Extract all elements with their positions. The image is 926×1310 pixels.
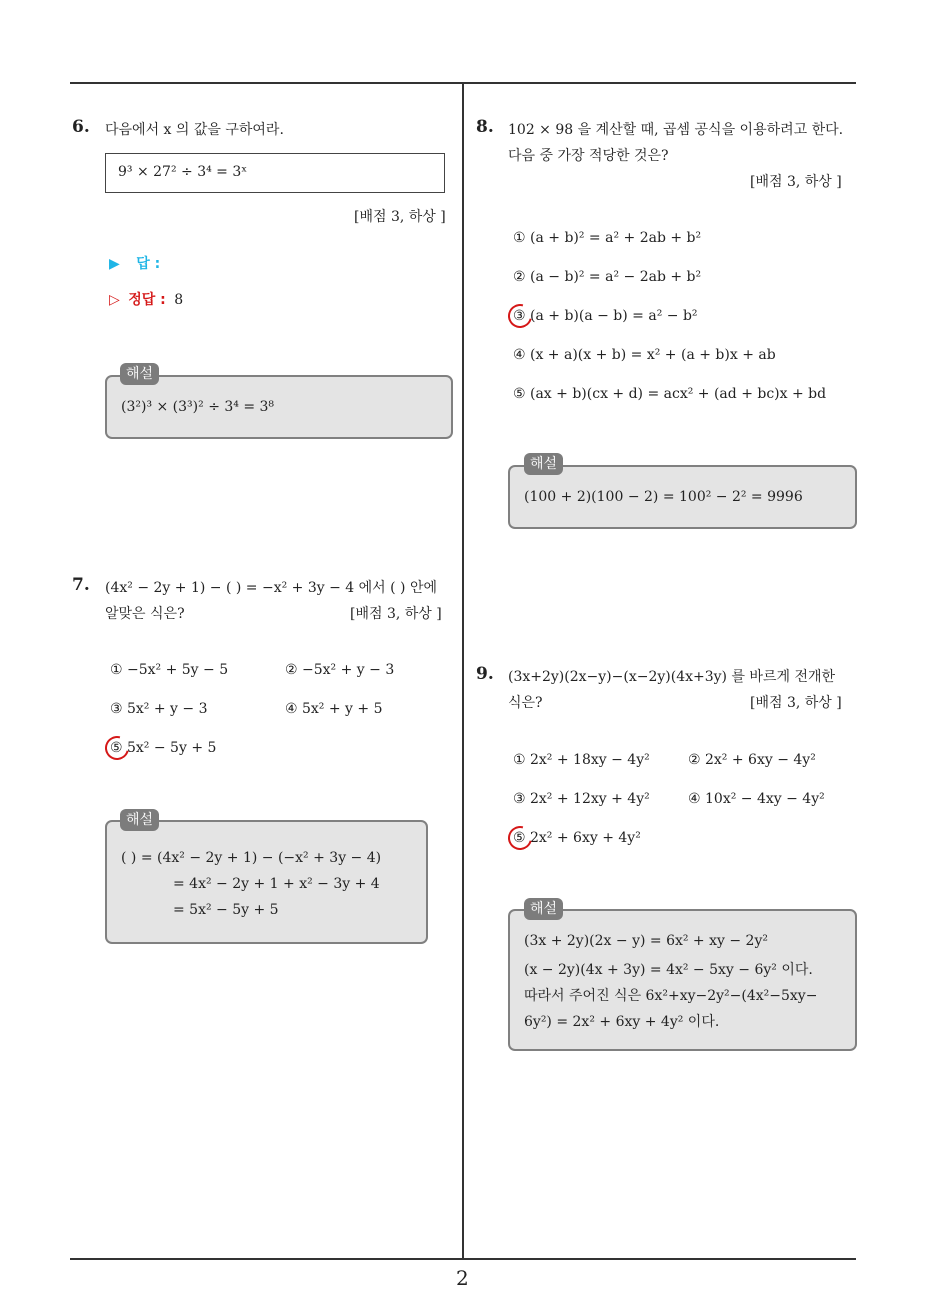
choice-4[interactable]: ④ (x + a)(x + b) = x² + (a + b)x + ab [513, 347, 776, 363]
score-meta: [배점 3, 하상 ] [750, 695, 842, 711]
choice-1[interactable]: ① 2x² + 18xy − 4y² [513, 752, 650, 768]
choice-3[interactable]: ③ 2x² + 12xy + 4y² [513, 791, 650, 807]
explanation-tag: 해설 [120, 363, 159, 385]
equation: 9³ × 27² ÷ 3⁴ = 3ˣ [118, 164, 248, 180]
question-prompt-line2: 다음 중 가장 적당한 것은? [508, 148, 669, 164]
equation-box [105, 153, 445, 193]
choice-5[interactable]: ⑤ (ax + b)(cx + d) = acx² + (ad + bc)x + bd [513, 386, 827, 402]
score-meta: [배점 3, 하상 ] [354, 209, 446, 225]
question-prompt-line2: 식은? [508, 695, 543, 711]
correct-value: 8 [174, 292, 184, 308]
explanation-line: ( ) = (4x² − 2y + 1) − (−x² + 3y − 4) [121, 850, 382, 866]
answer-line [109, 253, 160, 273]
question-number: 9. [476, 664, 494, 684]
choice-4[interactable]: ④ 5x² + y + 5 [285, 701, 383, 717]
explanation-tag: 해설 [120, 809, 159, 831]
answer-label: 답 : [136, 256, 161, 272]
explanation-line: 6y²) = 2x² + 6xy + 4y² 이다. [524, 1014, 720, 1030]
page-number: 2 [456, 1266, 469, 1290]
question-prompt-line2: 알맞은 식은? [105, 606, 185, 622]
explanation-line: = 5x² − 5y + 5 [173, 902, 279, 918]
question-prompt-line1: (4x² − 2y + 1) − ( ) = −x² + 3y − 4 에서 ( ) 안에 [105, 580, 438, 596]
correct-answer-line [109, 289, 183, 309]
question-prompt-line1: 102 × 98 을 계산할 때, 곱셈 공식을 이용하려고 한다. [508, 122, 844, 138]
column-divider [462, 84, 464, 1259]
choice-2[interactable]: ② 2x² + 6xy − 4y² [688, 752, 816, 768]
selected-answer-mark [504, 300, 537, 333]
score-meta: [배점 3, 하상 ] [750, 174, 842, 190]
correct-label: 정답 : [128, 292, 166, 308]
explanation-line: (100 + 2)(100 − 2) = 100² − 2² = 9996 [524, 489, 803, 505]
question-number: 8. [476, 117, 494, 137]
choice-1[interactable]: ① −5x² + 5y − 5 [110, 662, 229, 678]
outline-arrow-icon: ▷ [109, 292, 120, 308]
choice-5[interactable]: ⑤ 2x² + 6xy + 4y² [513, 830, 641, 846]
choice-2[interactable]: ② (a − b)² = a² − 2ab + b² [513, 269, 702, 285]
explanation-box [508, 909, 857, 1051]
score-meta: [배점 3, 하상 ] [350, 606, 442, 622]
choice-3[interactable]: ③ 5x² + y − 3 [110, 701, 208, 717]
explanation-line: (3²)³ × (3³)² ÷ 3⁴ = 3⁸ [121, 399, 275, 415]
explanation-tag: 해설 [524, 453, 563, 475]
explanation-tag: 해설 [524, 898, 563, 920]
explanation-box [105, 820, 428, 944]
explanation-box [105, 375, 453, 439]
choice-4[interactable]: ④ 10x² − 4xy − 4y² [688, 791, 825, 807]
choice-1[interactable]: ① (a + b)² = a² + 2ab + b² [513, 230, 702, 246]
explanation-line: (3x + 2y)(2x − y) = 6x² + xy − 2y² [524, 933, 768, 949]
question-prompt-line1: (3x+2y)(2x−y)−(x−2y)(4x+3y) 를 바르게 전개한 [508, 669, 836, 685]
choice-5[interactable]: ⑤ 5x² − 5y + 5 [110, 740, 217, 756]
bottom-rule [70, 1258, 856, 1260]
selected-answer-mark [504, 822, 537, 855]
question-prompt: 다음에서 x 의 값을 구하여라. [105, 122, 284, 138]
question-number: 6. [72, 117, 90, 137]
explanation-box [508, 465, 857, 529]
choice-3[interactable]: ③ (a + b)(a − b) = a² − b² [513, 308, 698, 324]
question-number: 7. [72, 575, 90, 595]
selected-answer-mark [101, 732, 134, 765]
explanation-line: = 4x² − 2y + 1 + x² − 3y + 4 [173, 876, 380, 892]
explanation-line: (x − 2y)(4x + 3y) = 4x² − 5xy − 6y² 이다. [524, 962, 813, 978]
play-arrow-icon: ▶ [109, 256, 120, 272]
explanation-line: 따라서 주어진 식은 6x²+xy−2y²−(4x²−5xy− [524, 988, 818, 1004]
choice-2[interactable]: ② −5x² + y − 3 [285, 662, 395, 678]
